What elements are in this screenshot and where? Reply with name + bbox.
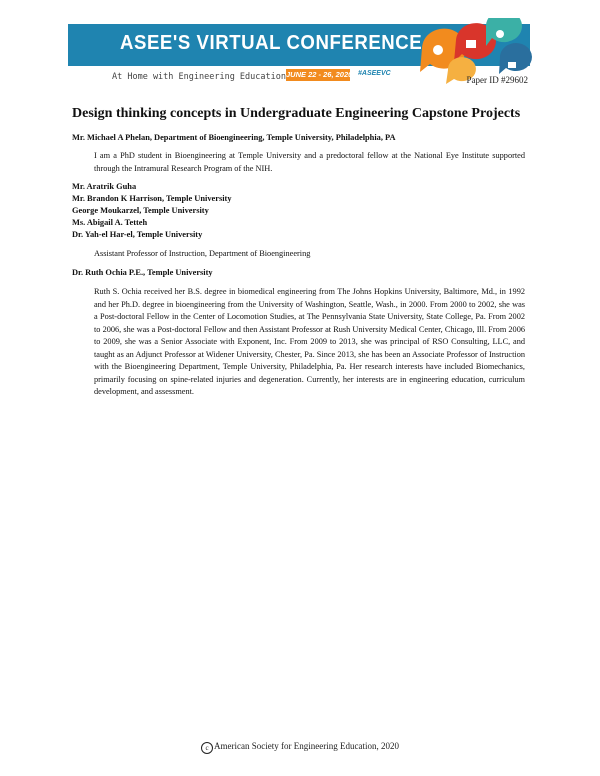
coauthor-list <box>72 181 232 241</box>
banner-title: ASEE'S VIRTUAL CONFERENCE <box>120 32 423 54</box>
coauthor-name: George Moukarzel, Temple University <box>72 206 209 215</box>
paper-title: Design thinking concepts in Undergraduate Engineering Capstone Projects <box>72 106 521 121</box>
banner-hashtag: #ASEEVC <box>358 70 391 77</box>
copyright-footer <box>0 741 600 754</box>
coauthor-bio: Assistant Professor of Instruction, Department of Bioengineering <box>94 249 311 258</box>
banner-tagline: At Home with Engineering Education <box>112 72 286 82</box>
paper-id: Paper ID #29602 <box>466 75 528 85</box>
banner-dates: JUNE 22 - 26, 2020 <box>286 70 353 79</box>
coauthor-name: Dr. Yah-el Har-el, Temple University <box>72 230 203 239</box>
author-1-bio: I am a PhD student in Bioengineering at Temple University and a predoctoral fellow at the National Eye Institute supported through the Intramural Research Program of the NIH. <box>94 151 525 173</box>
coauthor-name: Ms. Abigail A. Tetteh <box>72 218 148 227</box>
author-1-line: Mr. Michael A Phelan, Department of Bioengineering, Temple University, Philadelphia, PA <box>72 133 396 142</box>
coauthor-name: Mr. Brandon K Harrison, Temple University <box>72 194 232 203</box>
copyright-icon: c <box>201 742 213 754</box>
conference-banner <box>68 24 530 90</box>
copyright-text: American Society for Engineering Education, 2020 <box>214 741 399 751</box>
author-last-line: Dr. Ruth Ochia P.E., Temple University <box>72 268 213 277</box>
author-last-bio: Ruth S. Ochia received her B.S. degree in biomedical engineering from The Johns Hopkins University, Baltimore, Md., in 1992 and her Ph.D. degree in bioengineering from the University of Washington, Seattle, Wash., in 2000. From 2000 to 2002, she was a Post-doctoral Fellow in the Center of Locomotion Studies, at The Pennsylvania State University, State College, Pa. From 2002 to 2006, she was a Post-doctoral Fellow and then Assistant Professor at Rush University Medical Center, Chicago, Ill. From 2006 to 2009, she was a Senior Associate with Exponent, Inc. From 2009 to 2013, she was principal of RSO Consulting, LLC, and taught as an Adjunct Professor at Widener University, Chester, Pa. Since 2013, she has been an Associate Professor of Instruction with the Bioengineering Department, Temple University, Philadelphia, Pa. Her research interests have included Biomechanics, primarily focusing on spine-related injuries and degeneration. Currently, her interests are in engineering education, curriculum development, and assessment. <box>94 287 525 396</box>
coauthor-name: Mr. Aratrik Guha <box>72 182 137 191</box>
